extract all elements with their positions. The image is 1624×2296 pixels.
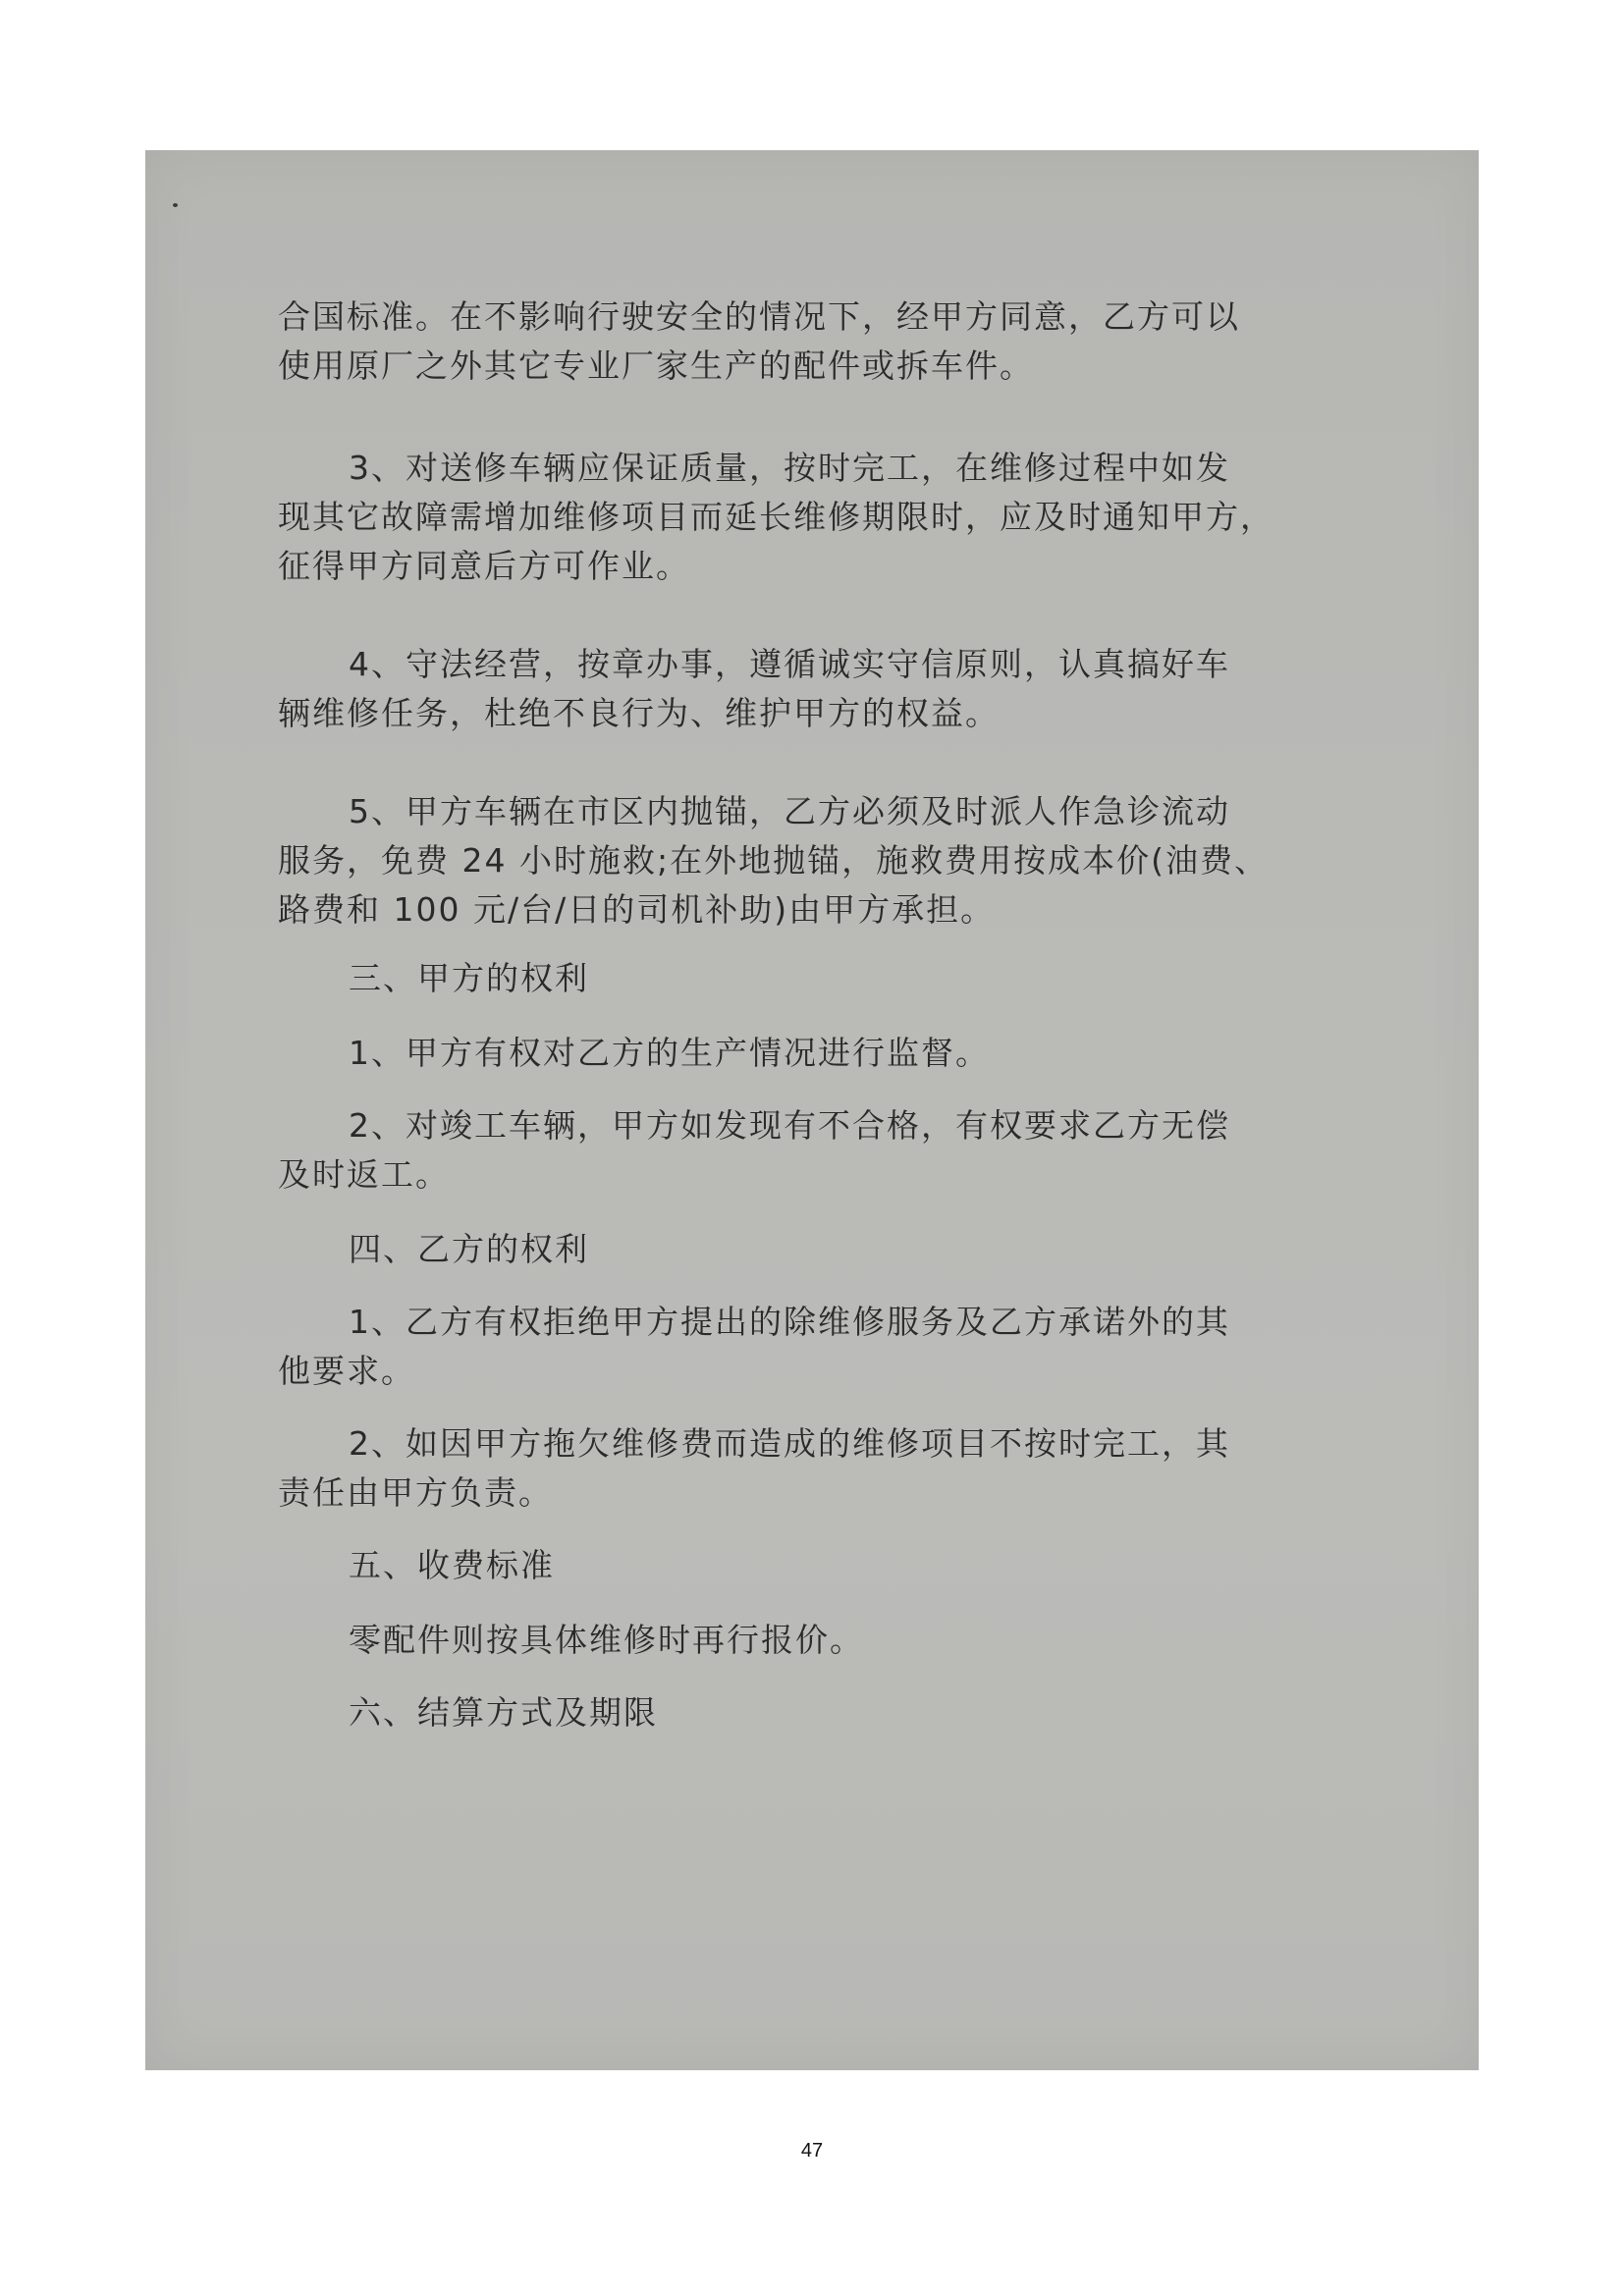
text-line: 5、甲方车辆在市区内抛锚，乙方必须及时派人作急诊流动 <box>349 792 1230 830</box>
page-number: 47 <box>800 2140 824 2162</box>
text-line: 零配件则按具体维修时再行报价。 <box>349 1621 864 1659</box>
text-line: 1、甲方有权对乙方的生产情况进行监督。 <box>349 1034 990 1072</box>
text-line: 征得甲方同意后方可作业。 <box>278 547 690 585</box>
text-line: 他要求。 <box>278 1352 415 1390</box>
text-line: 1、乙方有权拒绝甲方提出的除维修服务及乙方承诺外的其 <box>349 1303 1230 1341</box>
text-line: 4、守法经营，按章办事，遵循诚实守信原则，认真搞好车 <box>349 645 1230 683</box>
text-line: 2、对竣工车辆，甲方如发现有不合格，有权要求乙方无偿 <box>349 1106 1230 1145</box>
text-line: 及时返工。 <box>278 1155 450 1194</box>
text-line: 合国标准。在不影响行驶安全的情况下，经甲方同意，乙方可以 <box>278 297 1240 336</box>
text-line: 责任由甲方负责。 <box>278 1473 553 1512</box>
text-line: 服务，免费 24 小时施救;在外地抛锚，施救费用按成本价(油费、 <box>278 841 1269 880</box>
speck-mark <box>173 203 178 207</box>
text-line: 路费和 100 元/台/日的司机补助)由甲方承担。 <box>278 890 996 929</box>
text-line: 现其它故障需增加维修项目而延长维修期限时，应及时通知甲方， <box>278 498 1274 536</box>
text-line: 3、对送修车辆应保证质量，按时完工，在维修过程中如发 <box>349 449 1230 487</box>
section-heading: 四、乙方的权利 <box>349 1230 589 1268</box>
text-line: 使用原厂之外其它专业厂家生产的配件或拆车件。 <box>278 347 1034 385</box>
section-heading: 五、收费标准 <box>349 1546 555 1584</box>
section-heading: 三、甲方的权利 <box>349 959 589 997</box>
text-line: 辆维修任务，杜绝不良行为、维护甲方的权益。 <box>278 694 1000 732</box>
section-heading: 六、结算方式及期限 <box>349 1693 658 1732</box>
scanned-photo <box>145 150 1479 2070</box>
text-line: 2、如因甲方拖欠维修费而造成的维修项目不按时完工，其 <box>349 1424 1230 1463</box>
